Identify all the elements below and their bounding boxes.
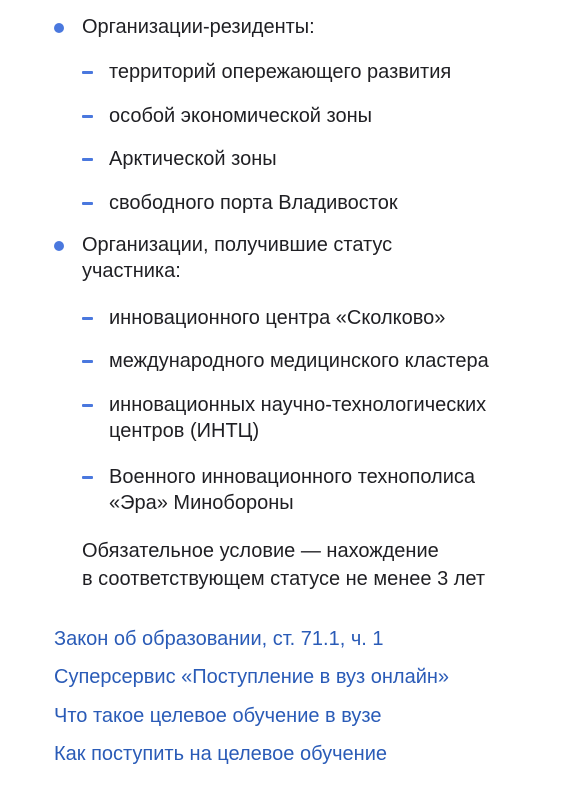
group-title-line: участника:: [82, 260, 181, 282]
dash-marker: [82, 115, 93, 118]
dash-marker: [82, 158, 93, 161]
list-item-line: «Эра» Минобороны: [109, 492, 294, 514]
list-item-line: центров (ИНТЦ): [109, 420, 260, 442]
note-line: в соответствующем статусе не менее 3 лет: [82, 568, 486, 590]
list-item: свободного порта Владивосток: [109, 192, 398, 214]
link-how-to-apply-targeted-training[interactable]: Как поступить на целевое обучение: [54, 743, 387, 765]
list-item: [109, 464, 569, 516]
link-what-is-targeted-training[interactable]: Что такое целевое обучение в вузе: [54, 705, 382, 727]
list-item: [109, 392, 569, 444]
list-item: международного медицинского кластера: [109, 350, 489, 372]
list-item: территорий опережающего развития: [109, 61, 452, 83]
dash-marker: [82, 71, 93, 74]
dash-marker: [82, 404, 93, 407]
bullet-dot: [54, 241, 64, 251]
link-education-law[interactable]: Закон об образовании, ст. 71.1, ч. 1: [54, 628, 384, 650]
dash-marker: [82, 202, 93, 205]
group-title-residents: Организации-резиденты:: [82, 16, 315, 38]
list-item-line: Военного инновационного технополиса: [109, 466, 476, 488]
list-item: Арктической зоны: [109, 148, 277, 170]
dash-marker: [82, 317, 93, 320]
group-title-line: Организации, получившие статус: [82, 234, 393, 256]
list-item: инновационного центра «Сколково»: [109, 307, 446, 329]
list-item-line: инновационных научно-технологических: [109, 394, 487, 416]
note-line: Обязательное условие — нахождение: [82, 540, 439, 562]
dash-marker: [82, 476, 93, 479]
group-title-participants: [82, 232, 562, 284]
link-superservice-admission[interactable]: Суперсервис «Поступление в вуз онлайн»: [54, 666, 450, 688]
dash-marker: [82, 360, 93, 363]
bullet-dot: [54, 23, 64, 33]
mandatory-condition-note: [82, 537, 562, 593]
list-item: особой экономической зоны: [109, 105, 373, 127]
